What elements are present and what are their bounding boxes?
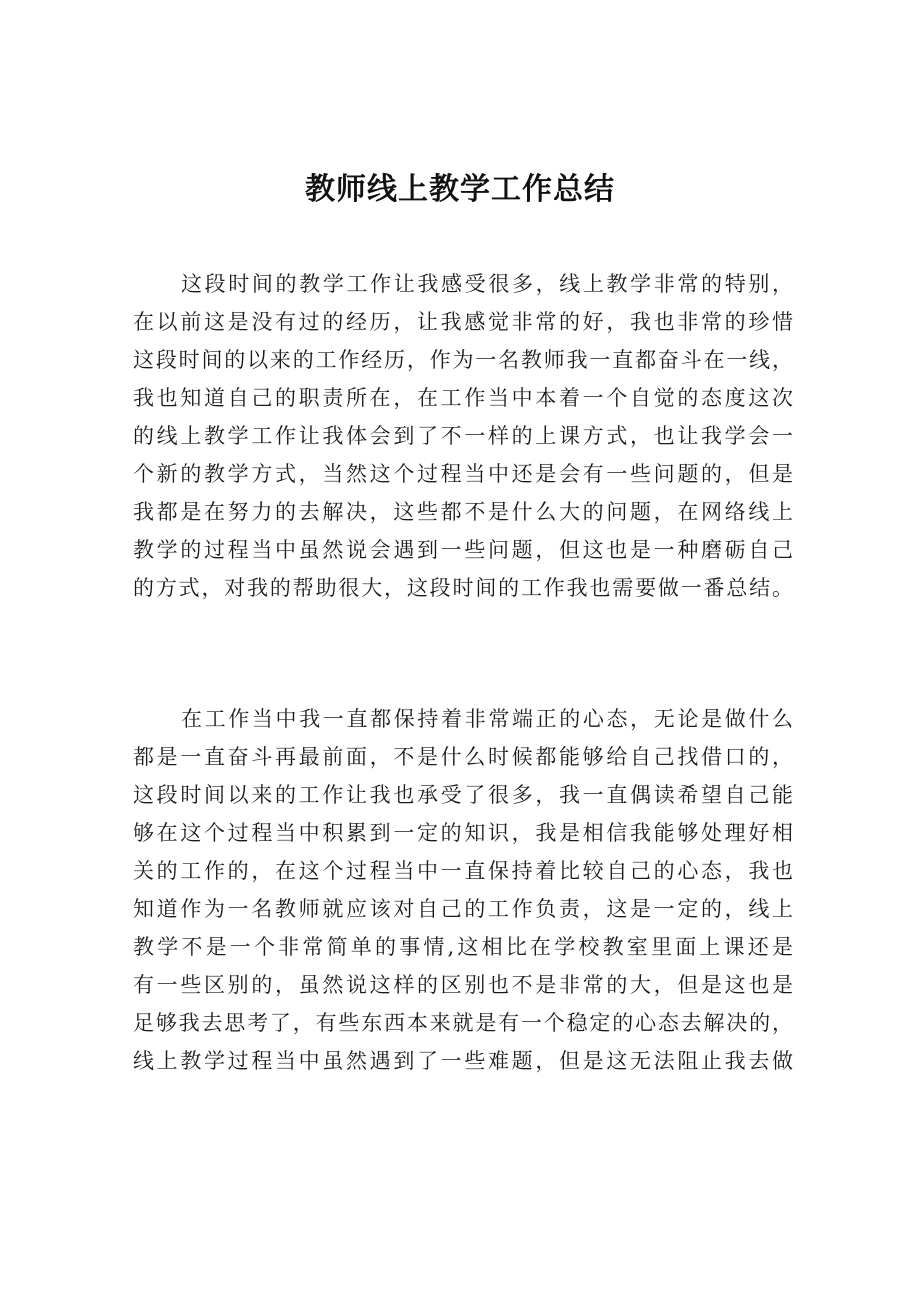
paragraph-line: 足够我去思考了，有些东西本来就是有一个稳定的心态去解决的， [133, 1011, 793, 1035]
paragraph-line: 关的工作的，在这个过程当中一直保持着比较自己的心态，我也 [133, 859, 793, 883]
paragraph-line: 有一些区别的，虽然说这样的区别也不是非常的大，但是这也是 [133, 973, 793, 997]
paragraph-line: 教学不是一个非常简单的事情,这相比在学校教室里面上课还是 [133, 935, 793, 959]
paragraph-line: 这段时间以来的工作让我也承受了很多，我一直偶读希望自己能 [133, 783, 793, 807]
paragraph-line: 我都是在努力的去解决，这些都不是什么大的问题，在网络线上 [133, 500, 793, 524]
document-title: 教师线上教学工作总结 [305, 172, 615, 207]
paragraph-line: 个新的教学方式，当然这个过程当中还是会有一些问题的，但是 [133, 462, 793, 486]
paragraph-line: 的线上教学工作让我体会到了不一样的上课方式，也让我学会一 [133, 424, 793, 448]
paragraph-line: 我也知道自己的职责所在，在工作当中本着一个自觉的态度这次 [133, 386, 793, 410]
paragraph-line: 知道作为一名教师就应该对自己的工作负责，这是一定的，线上 [133, 897, 793, 921]
paragraph-line: 在以前这是没有过的经历，让我感觉非常的好，我也非常的珍惜 [133, 310, 793, 334]
paragraph-line: 这段时间的教学工作让我感受很多，线上教学非常的特别， [181, 272, 793, 296]
paragraph-line: 够在这个过程当中积累到一定的知识，我是相信我能够处理好相 [133, 821, 793, 845]
paragraph-line: 这段时间的以来的工作经历，作为一名教师我一直都奋斗在一线， [133, 348, 793, 372]
paragraph-1 [133, 265, 793, 607]
paragraph-line: 教学的过程当中虽然说会遇到一些问题，但这也是一种磨砺自己 [133, 538, 793, 562]
paragraph-line: 线上教学过程当中虽然遇到了一些难题，但是这无法阻止我去做 [133, 1049, 793, 1073]
paragraph-line: 的方式，对我的帮助很大，这段时间的工作我也需要做一番总结。 [133, 576, 793, 600]
paragraph-line: 都是一直奋斗再最前面，不是什么时候都能够给自己找借口的， [133, 745, 793, 769]
paragraph-2 [133, 700, 793, 1080]
paragraph-line: 在工作当中我一直都保持着非常端正的心态，无论是做什么 [181, 707, 793, 731]
